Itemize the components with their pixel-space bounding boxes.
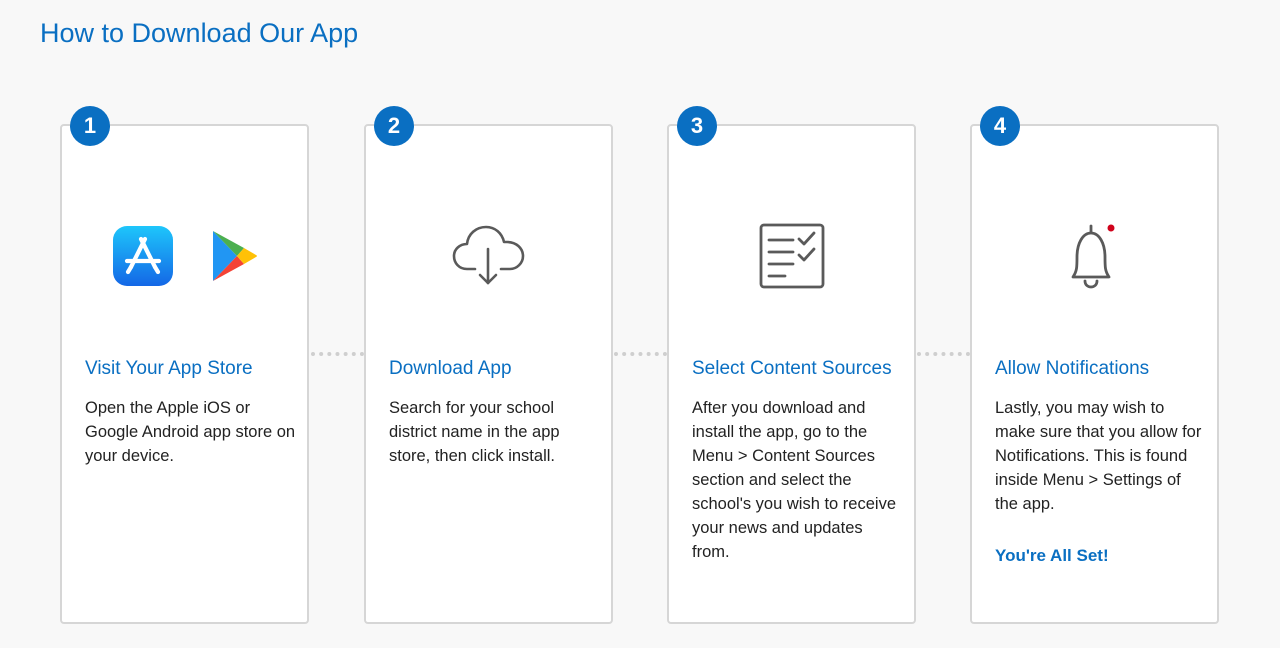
google-play-icon	[210, 229, 258, 288]
step-description: After you download and install the app, go to the Menu > Content Sources section and select the school's you wish to receive your news and updates from.	[692, 399, 896, 561]
bell-notification-icon	[1065, 223, 1125, 294]
checklist-icon	[759, 223, 825, 294]
step-card-1	[60, 113, 309, 624]
step-connector	[917, 352, 970, 356]
step-title: Download App	[389, 358, 512, 379]
step-description: Search for your school district name in the app store, then click install.	[389, 399, 560, 465]
step-card-3	[667, 113, 916, 624]
step-icons	[669, 218, 914, 298]
step-number-badge: 3	[677, 106, 717, 146]
step-number-badge: 1	[70, 106, 110, 146]
cloud-download-icon	[449, 223, 529, 294]
step-title: Visit Your App Store	[85, 358, 253, 379]
step-title: Allow Notifications	[995, 358, 1150, 379]
step-description: Lastly, you may wish to make sure that you allow for Notifications. This is found inside Menu > Settings of the app.	[995, 399, 1202, 513]
step-icons	[366, 218, 611, 298]
step-number-badge: 2	[374, 106, 414, 146]
step-title: Select Content Sources	[692, 358, 892, 379]
step-connector	[614, 352, 667, 356]
step-card-4	[970, 113, 1219, 624]
step-description: Open the Apple iOS or Google Android app store on your device.	[85, 399, 296, 465]
page-title: How to Download Our App	[40, 18, 359, 48]
all-set-message: You're All Set!	[995, 546, 1109, 565]
step-card-2	[364, 113, 613, 624]
step-icons	[972, 218, 1217, 298]
app-store-icon	[112, 225, 174, 292]
step-number-badge: 4	[980, 106, 1020, 146]
step-connector	[311, 352, 364, 356]
step-icons	[62, 218, 307, 298]
